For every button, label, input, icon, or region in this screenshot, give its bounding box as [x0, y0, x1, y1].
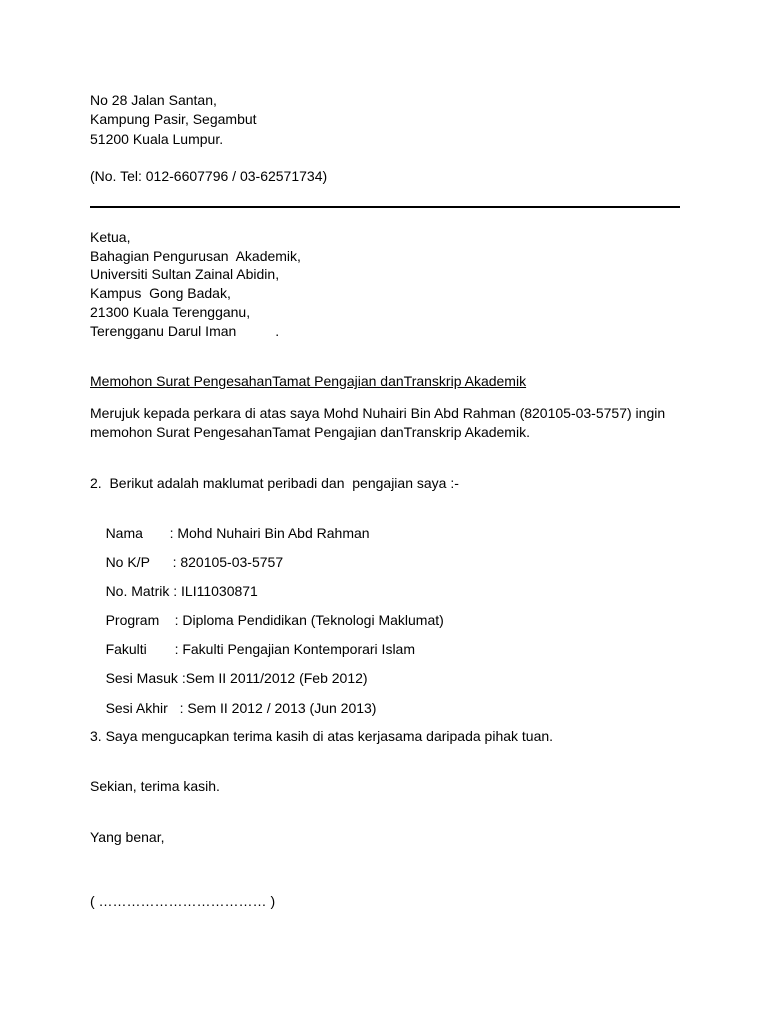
- field-value: : Mohd Nuhairi Bin Abd Rahman: [169, 525, 370, 541]
- recipient-line-6: Terengganu Darul Iman .: [90, 323, 280, 339]
- field-value: : 820105-03-5757: [172, 554, 284, 570]
- intro-line-2: memohon Surat PengesahanTamat Pengajian danTranskrip Akademik.: [90, 424, 530, 440]
- field-value: : Diploma Pendidikan (Teknologi Maklumat): [174, 612, 444, 628]
- recipient-line-5: 21300 Kuala Terengganu,: [90, 304, 251, 320]
- intro-line-1: Merujuk kepada perkara di atas saya Mohd Nuhairi Bin Abd Rahman (820105-03-5757) ingin: [90, 405, 666, 421]
- closing-yang-benar: Yang benar,: [90, 829, 165, 845]
- field-label: No. Matrik: [105, 583, 170, 599]
- recipient-line-4: Kampus Gong Badak,: [90, 285, 231, 301]
- header-divider: [90, 206, 680, 208]
- field-value: : Fakulti Pengajian Kontemporari Islam: [174, 641, 416, 657]
- recipient-line-3: Universiti Sultan Zainal Abidin,: [90, 266, 280, 282]
- point-3: 3. Saya mengucapkan terima kasih di atas kerjasama daripada pihak tuan.: [90, 728, 554, 744]
- sender-address-line-2: Kampung Pasir, Segambut: [90, 111, 257, 127]
- letter-subject: Memohon Surat PengesahanTamat Pengajian danTranskrip Akademik: [90, 373, 527, 389]
- sender-address-line-1: No 28 Jalan Santan,: [90, 92, 217, 108]
- field-label: Program: [105, 612, 160, 628]
- point-2: 2. Berikut adalah maklumat peribadi dan pengajian saya :-: [90, 475, 459, 491]
- sender-phone: (No. Tel: 012-6607796 / 03-62571734): [90, 168, 328, 184]
- signature-line: ( ……………………………… ): [90, 893, 276, 909]
- recipient-line-2: Bahagian Pengurusan Akademik,: [90, 248, 301, 264]
- recipient-line-1: Ketua,: [90, 229, 131, 245]
- sender-address-line-3: 51200 Kuala Lumpur.: [90, 131, 224, 147]
- field-label: Fakulti: [105, 641, 147, 657]
- field-value: :Sem II 2011/2012 (Feb 2012): [181, 670, 368, 686]
- closing-sekian: Sekian, terima kasih.: [90, 778, 220, 794]
- field-label: Sesi Akhir: [105, 700, 168, 716]
- field-label: No K/P: [105, 554, 150, 570]
- field-label: Sesi Masuk: [105, 670, 178, 686]
- field-label: Nama: [105, 525, 143, 541]
- field-value: : Sem II 2012 / 2013 (Jun 2013): [179, 700, 377, 716]
- field-value: : ILI11030871: [173, 583, 258, 599]
